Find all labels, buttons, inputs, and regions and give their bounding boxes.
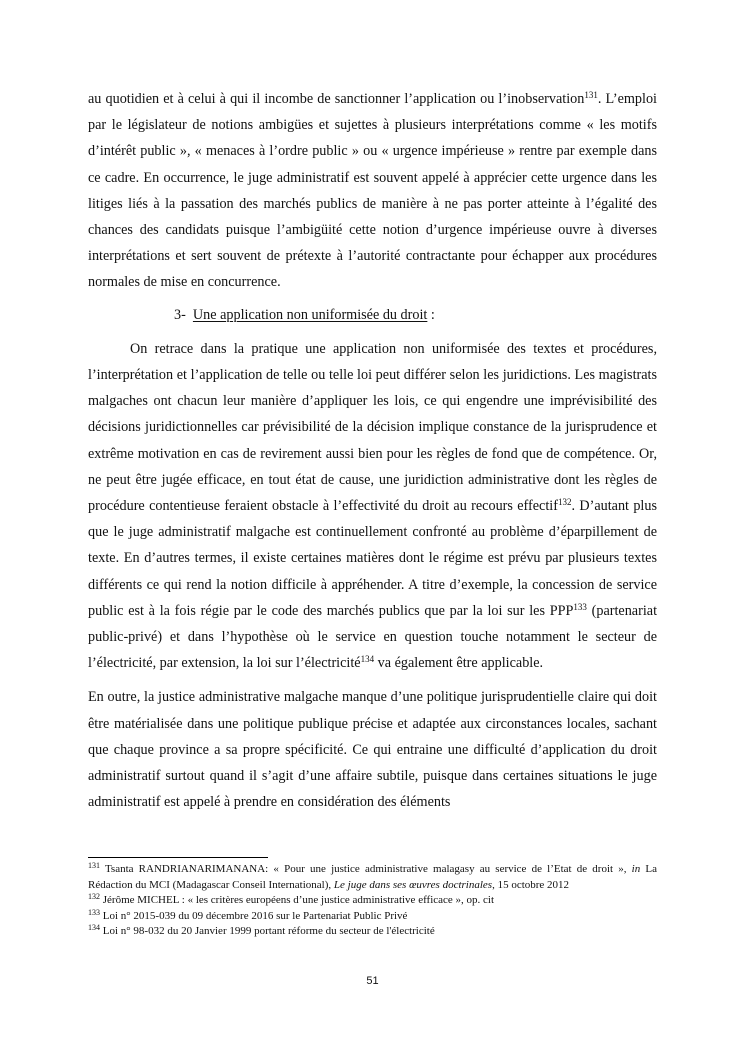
paragraph-1: au quotidien et à celui à qui il incombe de sanctionner l’application ou l’inobservation$^{131}$. L’emploi par le législateur de notions ambigües et sujettes à plusieurs interprétations comme « les motifs d’intérêt public », « menaces à l’ordre public » ou « urgence impérieuse » rentre par exemple dans ce cadre. En occurrence, le juge administratif est souvent appelé à apprécier cette urgence dans les litiges liés à la passation des marchés publics de manière à ne pas porter atteinte à l’égalité des chances des candidats puisque l’ambigüité cette notion d’urgence impérieuse ouvre à diverses interprétations et sert souvent de prétexte à l’autorité contractante pour échapper aux procédures normales de mise en concurrence. [88, 90, 657, 291]
page-number: 51 [366, 975, 379, 987]
heading-number: 3- [174, 306, 186, 323]
footnote-ref-131[interactable]: 131 [584, 90, 598, 100]
paragraph-2: On retrace dans la pratique une application non uniformisée des textes et procédures, l’interprétation et l’application de telle ou telle loi peut différer selon les juridictions. Les magistrats malgaches ont chacun leur manière d’appliquer les lois, ce qui engendre une imprévisibilité des décisions juridictionnelles car prévisibilité de la décision implique constance de la jurisprudence et extrême motivation en cas de revirement aussi bien pour les règles de fond que de compétence. Or, ne peut être jugée efficace, en tout état de cause, une juridiction administrative dont les règles de procédure contentieuse feraient obstacle à l’effectivité du droit au recours effectif$^{132}$. D’autant plus que le juge administratif malgache est continuellement confronté au problème d’éparpillement de texte. En d’autres termes, il existe certaines matières dont le régime est prévu par plusieurs textes différents ce qui rend la notion difficile à appréhender. A titre d’exemple, la concession de service public est à la fois régie par le code des marchés publics que par la loi sur les PPP$^{133}$ (partenariat public-privé) et dans l’hypothèse où le service en question touche notamment le secteur de l’électricité, par extension, la loi sur l’électricité$^{134}$ va également être applicable. [88, 340, 658, 672]
footnote-ref-133[interactable]: 133 [573, 601, 587, 612]
section-heading: 3- Une application non uniformisée du droit : [174, 306, 435, 323]
heading-title: Une application non uniformisée du droit [192, 306, 428, 323]
footnote-133: $^{133}$ Loi n° 2015-039 du 09 décembre 2016 sur le Partenariat Public Privé [88, 907, 408, 922]
body-text [88, 86, 657, 815]
footnote-ref-132[interactable]: 132 [557, 497, 572, 508]
footnote-132: $^{132}$ Jérôme MICHEL : « les critères européens d’une justice administrative efficace », op. cit [88, 892, 495, 907]
footnotes [88, 862, 657, 940]
footnote-131: $^{131}$ Tsanta RANDRIANARIMANANA: « Pour une justice administrative malagasy au service de l’Etat de droit », in La Rédaction du MCI (Madagascar Conseil International), Le juge dans ses œuvres doctrinales, 15 octobre 2012 [88, 861, 657, 891]
footnote-134: $^{134}$ Loi n° 98-032 du 20 Janvier 1999 portant réforme du secteur de l'électricité [88, 923, 435, 938]
footnote-ref-134[interactable]: 134 [360, 654, 375, 665]
footnote-separator [88, 857, 268, 858]
paragraph-3: En outre, la justice administrative malgache manque d’une politique jurisprudentielle claire qui doit être matérialisée dans une politique publique précise et adaptée aux circonstances locales, sachant que chaque province a sa propre spécificité. Ce qui entraine une difficulté d’application du droit administratif surtout quand il s’agit d’une affaire subtile, puisque dans certaines situations le juge administratif est appelé à prendre en considération des éléments [88, 689, 657, 811]
